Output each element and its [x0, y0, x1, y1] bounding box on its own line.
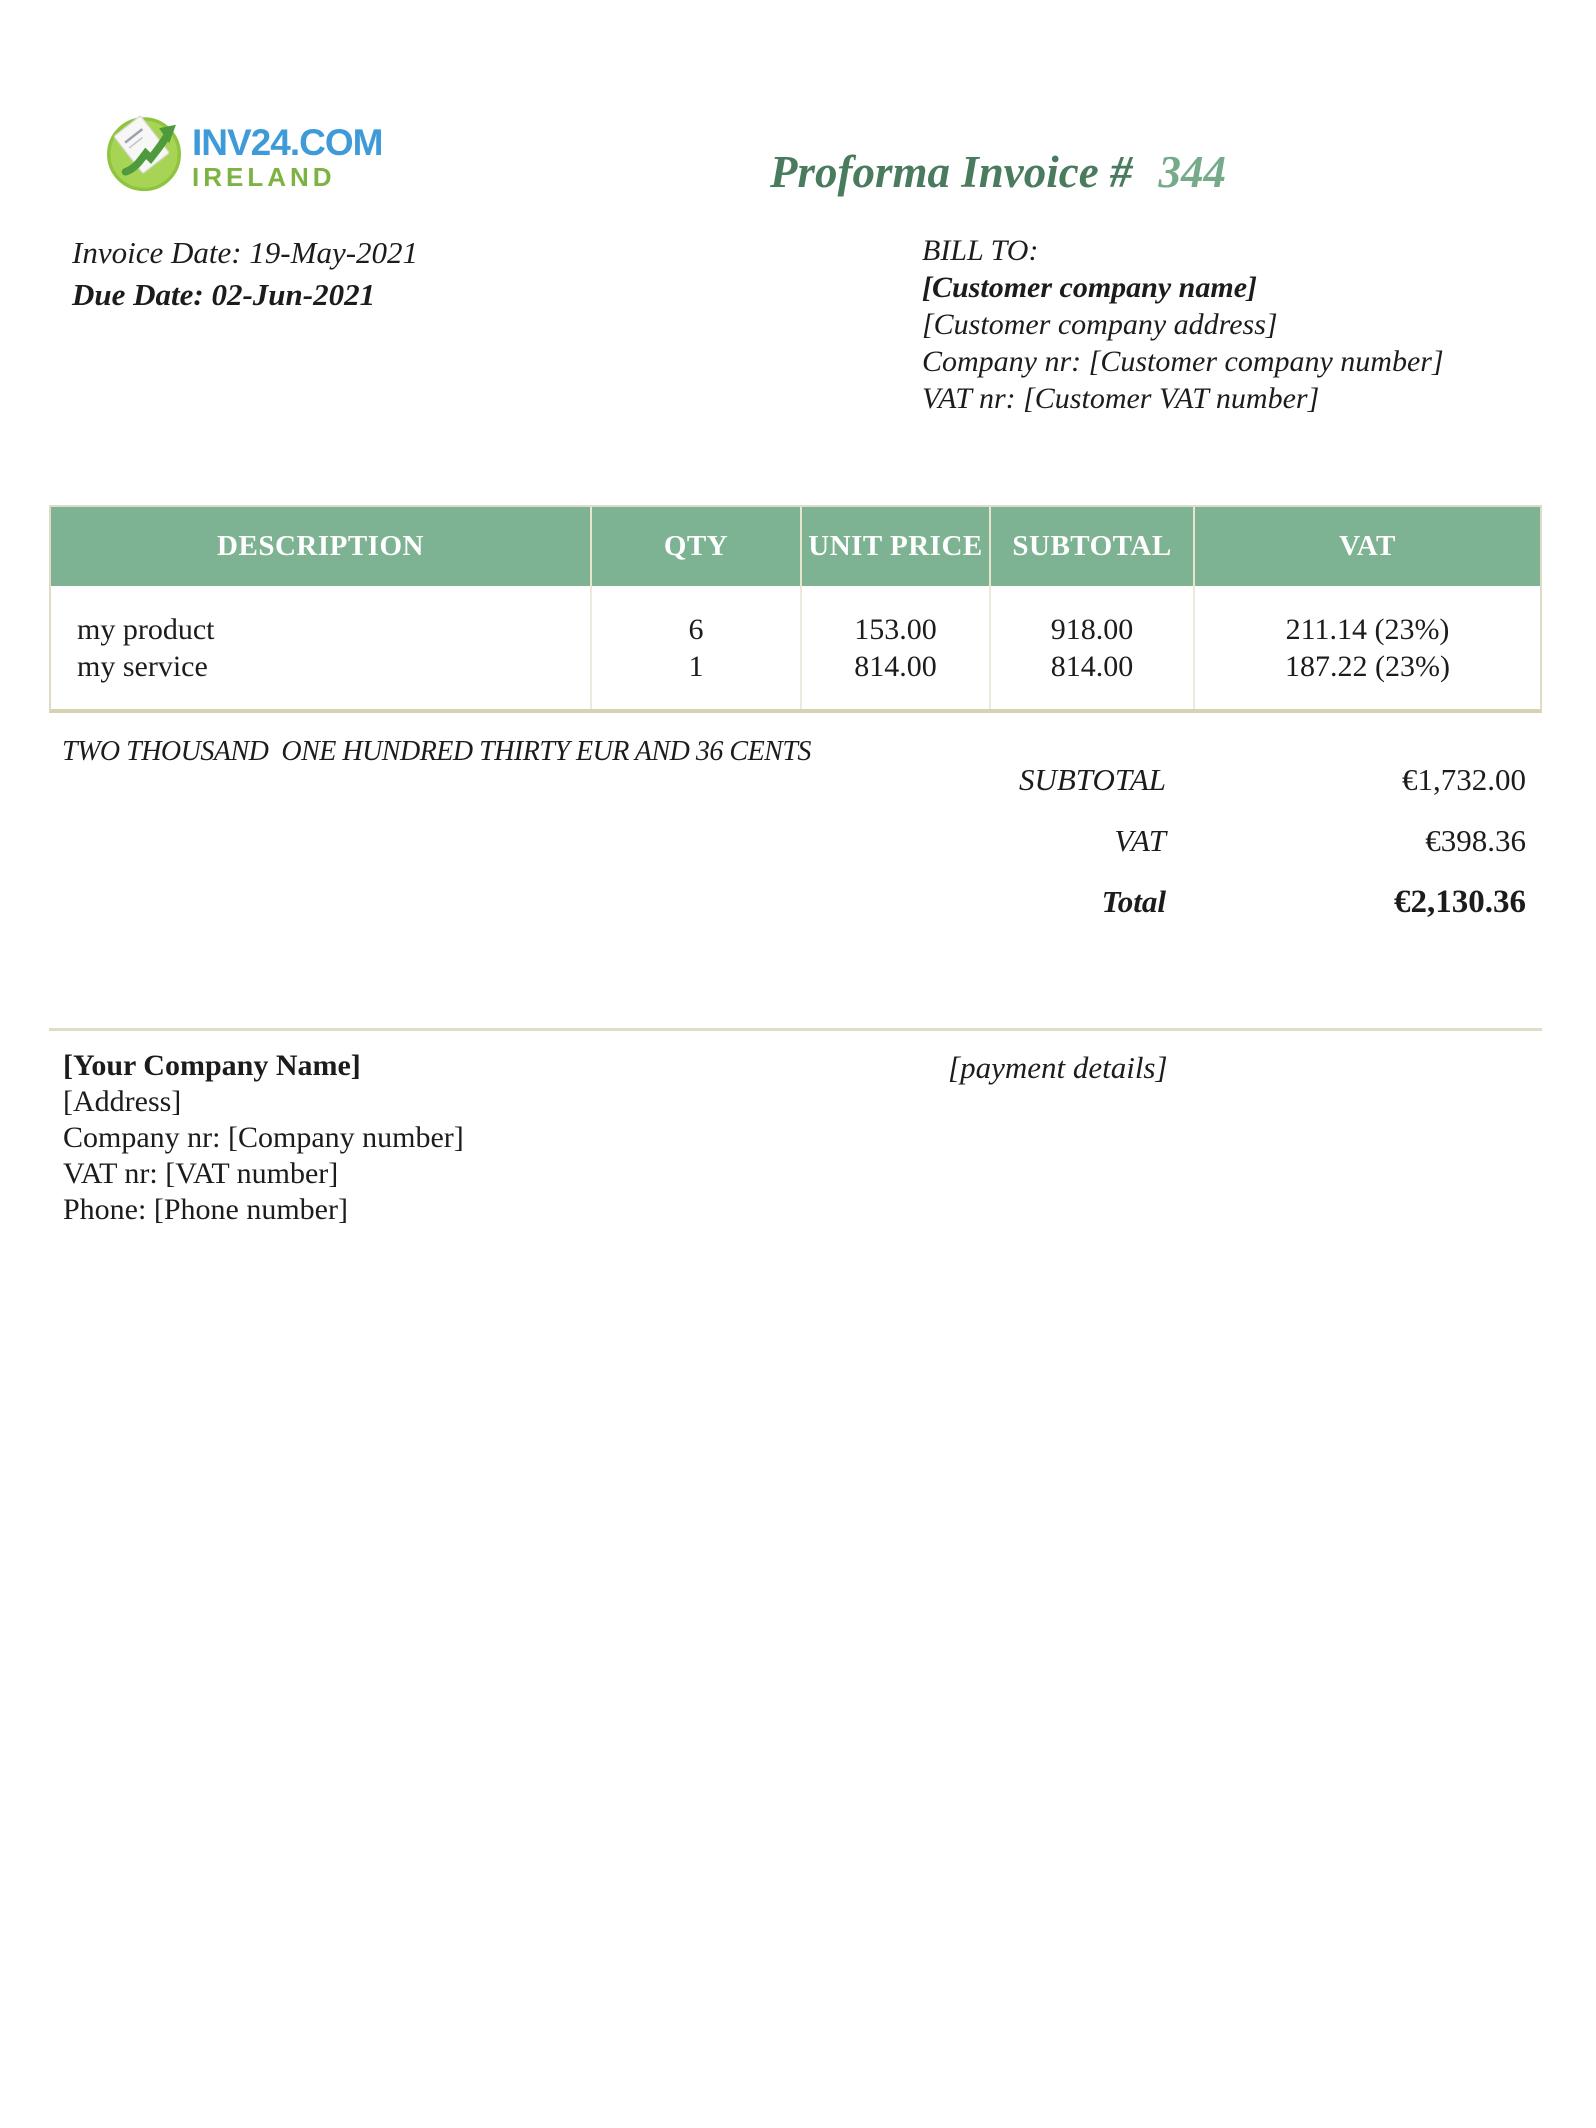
seller-company-name: [Your Company Name]: [63, 1049, 361, 1082]
table-header-row: [51, 507, 1540, 586]
logo-country: IRELAND: [192, 162, 336, 192]
seller-address: [Address]: [63, 1085, 182, 1118]
table-header-subtotal: SUBTOTAL: [989, 507, 1193, 586]
table-col-qty: [590, 586, 800, 709]
customer-company-address: [Customer company address]: [922, 308, 1278, 341]
table-row-unit-price: 814.00: [854, 650, 937, 683]
table-header-description: DESCRIPTION: [51, 507, 590, 586]
inv24-logo-icon: [102, 108, 186, 192]
table-row-subtotal: 814.00: [1050, 650, 1134, 683]
table-row-subtotal: 918.00: [1050, 613, 1134, 646]
table-col-description: [51, 586, 590, 709]
total-label: Total: [1101, 884, 1166, 919]
total-value: €2,130.36: [1394, 884, 1526, 920]
table-col-unit-price: [800, 586, 989, 709]
subtotal-row: [1019, 762, 1526, 796]
invoice-date-line: Invoice Date: 19-May-2021: [72, 235, 419, 270]
invoice-number: 344: [1158, 147, 1226, 197]
bill-to-heading: BILL TO:: [922, 234, 1039, 267]
table-row-unit-price: 153.00: [854, 613, 937, 646]
table-col-subtotal: [989, 586, 1193, 709]
seller-vat-number-line: VAT nr: [VAT number]: [63, 1157, 339, 1190]
table-row-vat: 187.22 (23%): [1285, 650, 1450, 683]
line-items-table: [49, 505, 1542, 713]
footer-divider: [49, 1028, 1542, 1031]
vat-row: [1019, 823, 1526, 857]
table-row-description: my service: [77, 650, 208, 683]
table-col-vat: [1193, 586, 1540, 709]
invoice-title: [770, 146, 1226, 198]
vat-value: €398.36: [1425, 823, 1526, 858]
payment-details: [payment details]: [948, 1050, 1168, 1085]
customer-company-number-line: Company nr: [Customer company number]: [922, 345, 1444, 378]
logo-text: [192, 124, 382, 190]
company-logo: [102, 108, 382, 192]
customer-company-name: [Customer company name]: [922, 271, 1257, 304]
subtotal-label: SUBTOTAL: [1018, 762, 1166, 797]
bill-to-block: [922, 232, 1444, 417]
total-row: [1019, 884, 1526, 918]
totals-block: [1019, 762, 1526, 945]
table-row-vat: 211.14 (23%): [1285, 613, 1450, 646]
vat-label: VAT: [1114, 823, 1166, 858]
table-body: [51, 586, 1540, 709]
table-header-vat: VAT: [1193, 507, 1540, 586]
invoice-title-label: Proforma Invoice #: [770, 147, 1133, 197]
due-date-line: Due Date: 02-Jun-2021: [72, 277, 376, 312]
amount-in-words: TWO THOUSAND ONE HUNDRED THIRTY EUR AND 36 CENTS: [62, 736, 811, 767]
seller-phone-line: Phone: [Phone number]: [63, 1193, 348, 1226]
subtotal-value: €1,732.00: [1402, 762, 1526, 797]
seller-company-number-line: Company nr: [Company number]: [63, 1121, 464, 1154]
invoice-dates: [72, 232, 418, 316]
table-row-qty: 1: [688, 650, 704, 683]
seller-details-block: [63, 1048, 464, 1228]
table-header-qty: QTY: [590, 507, 800, 586]
logo-name: INV24.COM: [192, 122, 383, 163]
table-row-description: my product: [77, 613, 215, 646]
table-row-qty: 6: [688, 613, 704, 646]
customer-vat-number-line: VAT nr: [Customer VAT number]: [922, 382, 1320, 415]
table-header-unit-price: UNIT PRICE: [800, 507, 989, 586]
